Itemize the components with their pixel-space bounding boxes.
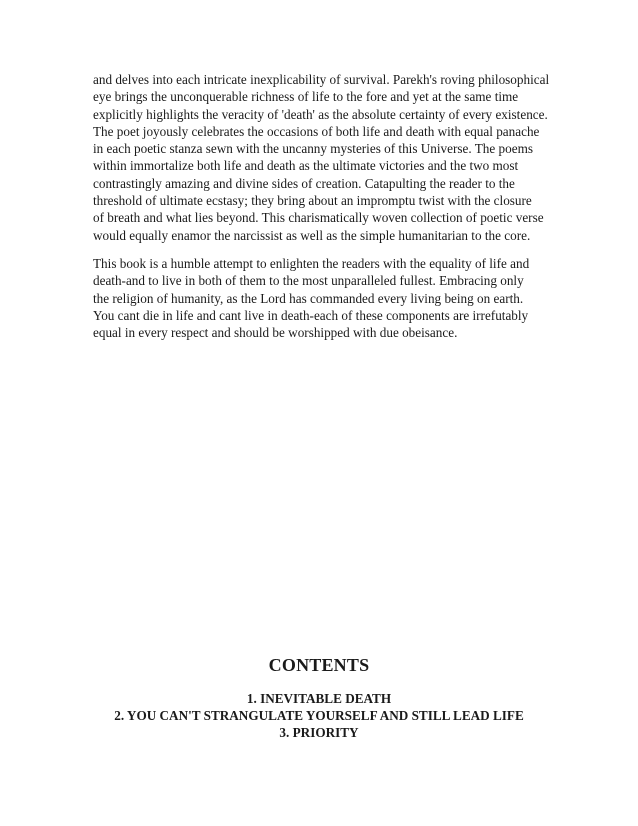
paragraph-line: would equally enamor the narcissist as well as the simple humanitarian to the core. bbox=[93, 227, 531, 243]
paragraph-line: the religion of humanity, as the Lord has commanded every living being on earth. bbox=[93, 290, 524, 306]
paragraph-line: of breath and what lies beyond. This charismatically woven collection of poetic verse bbox=[93, 210, 544, 226]
paragraph-line: within immortalize both life and death as the ultimate victories and the two most bbox=[93, 158, 519, 174]
table-of-contents bbox=[0, 654, 638, 741]
contents-item: 3. PRIORITY bbox=[279, 725, 359, 740]
paragraph-line: The poet joyously celebrates the occasions of both life and death with equal panache bbox=[93, 123, 540, 139]
contents-heading: CONTENTS bbox=[268, 655, 370, 675]
paragraph-line: eye brings the unconquerable richness of life to the fore and yet at the same time bbox=[93, 89, 519, 105]
paragraph-line: contrastingly amazing and divine sides of creation. Catapulting the reader to the bbox=[93, 175, 515, 191]
paragraph-purpose bbox=[93, 255, 563, 341]
paragraph-intro bbox=[93, 71, 563, 244]
paragraph-line: This book is a humble attempt to enlighten the readers with the equality of life and bbox=[93, 255, 530, 271]
body-text bbox=[93, 71, 563, 352]
paragraph-line: and delves into each intricate inexplicability of survival. Parekh's roving philosophical bbox=[93, 72, 550, 87]
contents-item: 2. YOU CAN'T STRANGULATE YOURSELF AND STILL LEAD LIFE bbox=[114, 708, 524, 723]
contents-item: 1. INEVITABLE DEATH bbox=[246, 691, 392, 706]
paragraph-line: in each poetic stanza sewn with the uncanny mysteries of this Universe. The poems bbox=[93, 141, 533, 157]
paragraph-line: death-and to live in both of them to the most unparalleled fullest. Embracing only bbox=[93, 273, 524, 289]
paragraph-line: equal in every respect and should be worshipped with due obeisance. bbox=[93, 325, 458, 341]
paragraph-line: You cant die in life and cant live in death-each of these components are irrefutably bbox=[93, 307, 529, 323]
paragraph-line: explicitly highlights the veracity of 'death' as the absolute certainty of every existence. bbox=[93, 106, 548, 122]
paragraph-line: threshold of ultimate ecstasy; they bring about an impromptu twist with the closure bbox=[93, 193, 532, 209]
